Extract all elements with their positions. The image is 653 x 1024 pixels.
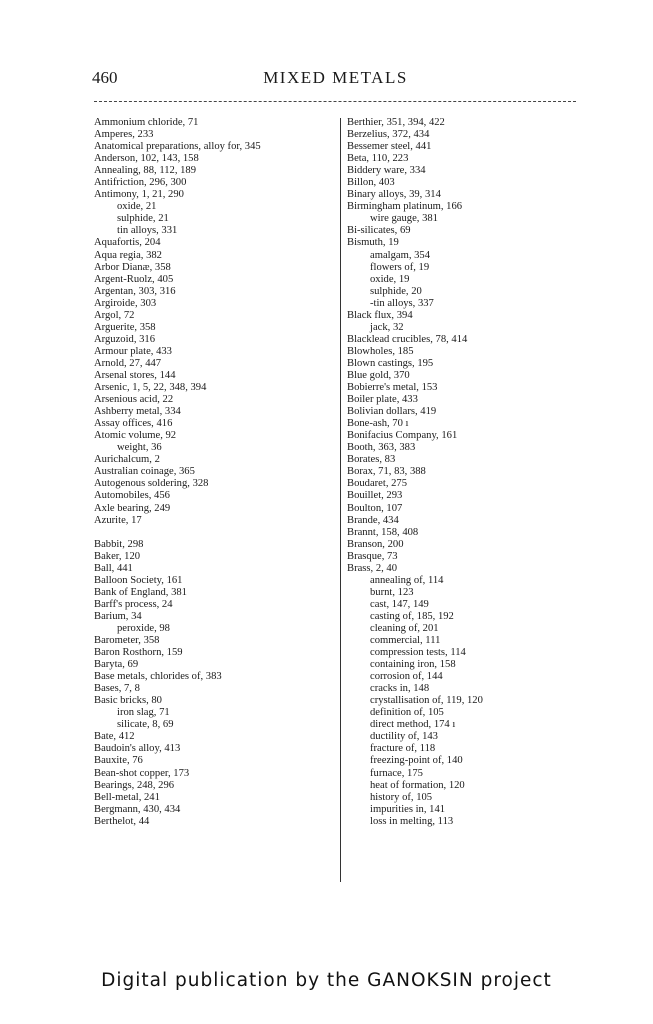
index-entry: Argol, 72	[94, 309, 135, 321]
index-entry: Brande, 434	[347, 514, 399, 526]
index-entry: Anatomical preparations, alloy for, 345	[94, 141, 261, 153]
index-gap	[94, 527, 334, 539]
index-entry: Bell-metal, 241	[94, 791, 160, 803]
index-entry: Arsenic, 1, 5, 22, 348, 394	[94, 382, 207, 394]
index-entry: Baker, 120	[94, 550, 141, 562]
index-entry: Black flux, 394	[347, 309, 413, 321]
index-entry: Assay offices, 416	[94, 418, 173, 430]
index-entry: Biddery ware, 334	[347, 165, 426, 177]
index-entry: Bank of England, 381	[94, 586, 187, 598]
index-entry: Ashberry metal, 334	[94, 406, 181, 418]
index-subentry: fracture of, 118	[370, 743, 436, 755]
index-column-right	[347, 117, 582, 828]
index-subentry: tin alloys, 331	[117, 225, 178, 237]
index-entry: Amperes, 233	[94, 129, 154, 141]
index-subentry: flowers of, 19	[370, 261, 430, 273]
index-subentry: ductility of, 143	[370, 731, 438, 743]
index-entry: Bergmann, 430, 434	[94, 803, 181, 815]
index-subentry: corrosion of, 144	[370, 671, 443, 683]
index-entry: Barff's process, 24	[94, 598, 173, 610]
index-entry: Berthelot, 44	[94, 815, 150, 827]
index-subentry: heat of formation, 120	[370, 779, 465, 791]
index-entry: Aurichalcum, 2	[94, 454, 160, 466]
index-entry: Birmingham platinum, 166	[347, 201, 463, 213]
index-entry: Brannt, 158, 408	[347, 526, 419, 538]
index-entry: Berzelius, 372, 434	[347, 129, 430, 141]
index-entry: Annealing, 88, 112, 189	[94, 165, 197, 177]
index-subentry: jack, 32	[370, 321, 404, 333]
index-subentry: peroxide, 98	[117, 622, 170, 634]
index-entry: Bi-silicates, 69	[347, 225, 411, 237]
index-entry: Brasque, 73	[347, 550, 398, 562]
index-entry: Aqua regia, 382	[94, 249, 162, 261]
index-entry: Bases, 7, 8	[94, 683, 140, 695]
index-entry: Billon, 403	[347, 177, 395, 189]
index-subentry: annealing of, 114	[370, 574, 444, 586]
index-subentry: -tin alloys, 337	[370, 297, 434, 309]
index-entry: Borates, 83	[347, 454, 396, 466]
index-entry: Arnold, 27, 447	[94, 357, 162, 369]
column-divider	[340, 118, 341, 882]
index-entry: Axle bearing, 249	[94, 502, 171, 514]
index-entry: Blue gold, 370	[347, 369, 410, 381]
index-subentry: compression tests, 114	[370, 647, 466, 659]
index-subentry: oxide, 21	[117, 201, 157, 213]
index-entry: Bolivian dollars, 419	[347, 406, 437, 418]
index-subentry: wire gauge, 381	[370, 213, 438, 225]
index-entry: Blacklead crucibles, 78, 414	[347, 333, 468, 345]
index-entry: Brass, 2, 40	[347, 562, 398, 574]
index-subentry: containing iron, 158	[370, 659, 456, 671]
index-entry: Boulton, 107	[347, 502, 403, 514]
index-entry: Baryta, 69	[94, 659, 139, 671]
index-entry: Baron Rosthorn, 159	[94, 647, 183, 659]
index-entry: Bone-ash, 70 ı	[347, 418, 409, 430]
index-subentry: iron slag, 71	[117, 707, 170, 719]
index-entry: Boudaret, 275	[347, 478, 408, 490]
index-entry: Base metals, chlorides of, 383	[94, 671, 222, 683]
index-entry: Bauxite, 76	[94, 755, 143, 767]
index-entry: Balloon Society, 161	[94, 574, 183, 586]
index-entry: Basic bricks, 80	[94, 695, 162, 707]
index-subentry: silicate, 8, 69	[117, 719, 174, 731]
index-entry: Binary alloys, 39, 314	[347, 189, 441, 201]
index-entry: Aquafortis, 204	[94, 237, 161, 249]
index-entry: Arbor Dianæ, 358	[94, 261, 171, 273]
running-head: MIXED METALS	[263, 68, 408, 87]
index-entry: Ammonium chloride, 71	[94, 117, 199, 128]
index-entry: Antimony, 1, 21, 290	[94, 189, 184, 201]
index-subentry: oxide, 19	[370, 273, 410, 285]
index-subentry: cast, 147, 149	[370, 598, 429, 610]
index-subentry: cracks in, 148	[370, 683, 430, 695]
index-entry: Blown castings, 195	[347, 357, 434, 369]
index-entry: Azurite, 17	[94, 514, 142, 526]
index-entry: Australian coinage, 365	[94, 466, 195, 478]
index-entry: Bouillet, 293	[347, 490, 403, 502]
index-entry: Bearings, 248, 296	[94, 779, 175, 791]
footer-credit: Digital publication by the GANOKSIN project	[101, 970, 552, 991]
index-entry: Babbit, 298	[94, 538, 144, 550]
index-subentry: commercial, 111	[370, 635, 441, 647]
header-rule	[94, 101, 576, 102]
index-subentry: casting of, 185, 192	[370, 610, 454, 622]
index-subentry: burnt, 123	[370, 586, 414, 598]
index-entry: Atomic volume, 92	[94, 430, 177, 442]
index-subentry: history of, 105	[370, 791, 433, 803]
index-entry: Beta, 110, 223	[347, 153, 409, 165]
index-entry: Bessemer steel, 441	[347, 141, 432, 153]
index-subentry: sulphide, 20	[370, 285, 422, 297]
index-entry: Bate, 412	[94, 731, 135, 743]
index-entry: Arsenal stores, 144	[94, 369, 176, 381]
index-entry: Bean-shot copper, 173	[94, 767, 190, 779]
index-entry: Blowholes, 185	[347, 345, 414, 357]
index-entry: Bonifacius Company, 161	[347, 430, 458, 442]
index-entry: Branson, 200	[347, 538, 404, 550]
index-subentry: weight, 36	[117, 442, 162, 454]
index-entry: Boiler plate, 433	[347, 394, 418, 406]
index-entry: Barium, 34	[94, 610, 142, 622]
page-number: 460	[92, 68, 118, 87]
index-entry: Arguerite, 358	[94, 321, 156, 333]
index-entry: Automobiles, 456	[94, 490, 170, 502]
index-entry: Baudoin's alloy, 413	[94, 743, 181, 755]
index-entry: Arguzoid, 316	[94, 333, 156, 345]
index-subentry: furnace, 175	[370, 767, 423, 779]
index-entry: Antifriction, 296, 300	[94, 177, 187, 189]
index-column-left	[94, 117, 334, 828]
index-subentry: sulphide, 21	[117, 213, 169, 225]
index-entry: Berthier, 351, 394, 422	[347, 117, 445, 128]
index-subentry: impurities in, 141	[370, 803, 446, 815]
index-subentry: crystallisation of, 119, 120	[370, 695, 483, 707]
index-entry: Bobierre's metal, 153	[347, 382, 438, 394]
index-subentry: amalgam, 354	[370, 249, 431, 261]
index-entry: Argent-Ruolz, 405	[94, 273, 174, 285]
index-subentry: loss in melting, 113	[370, 815, 454, 827]
index-entry: Barometer, 358	[94, 635, 160, 647]
index-entry: Armour plate, 433	[94, 345, 172, 357]
index-entry: Booth, 363, 383	[347, 442, 416, 454]
index-entry: Argiroide, 303	[94, 297, 157, 309]
index-subentry: definition of, 105	[370, 707, 444, 719]
index-subentry: direct method, 174 ı	[370, 719, 456, 731]
index-entry: Borax, 71, 83, 388	[347, 466, 426, 478]
index-subentry: freezing-point of, 140	[370, 755, 463, 767]
index-entry: Arsenious acid, 22	[94, 394, 174, 406]
index-entry: Anderson, 102, 143, 158	[94, 153, 199, 165]
index-entry: Argentan, 303, 316	[94, 285, 176, 297]
index-subentry: cleaning of, 201	[370, 622, 439, 634]
index-entry: Bismuth, 19	[347, 237, 399, 249]
index-entry: Autogenous soldering, 328	[94, 478, 209, 490]
index-entry: Ball, 441	[94, 562, 133, 574]
